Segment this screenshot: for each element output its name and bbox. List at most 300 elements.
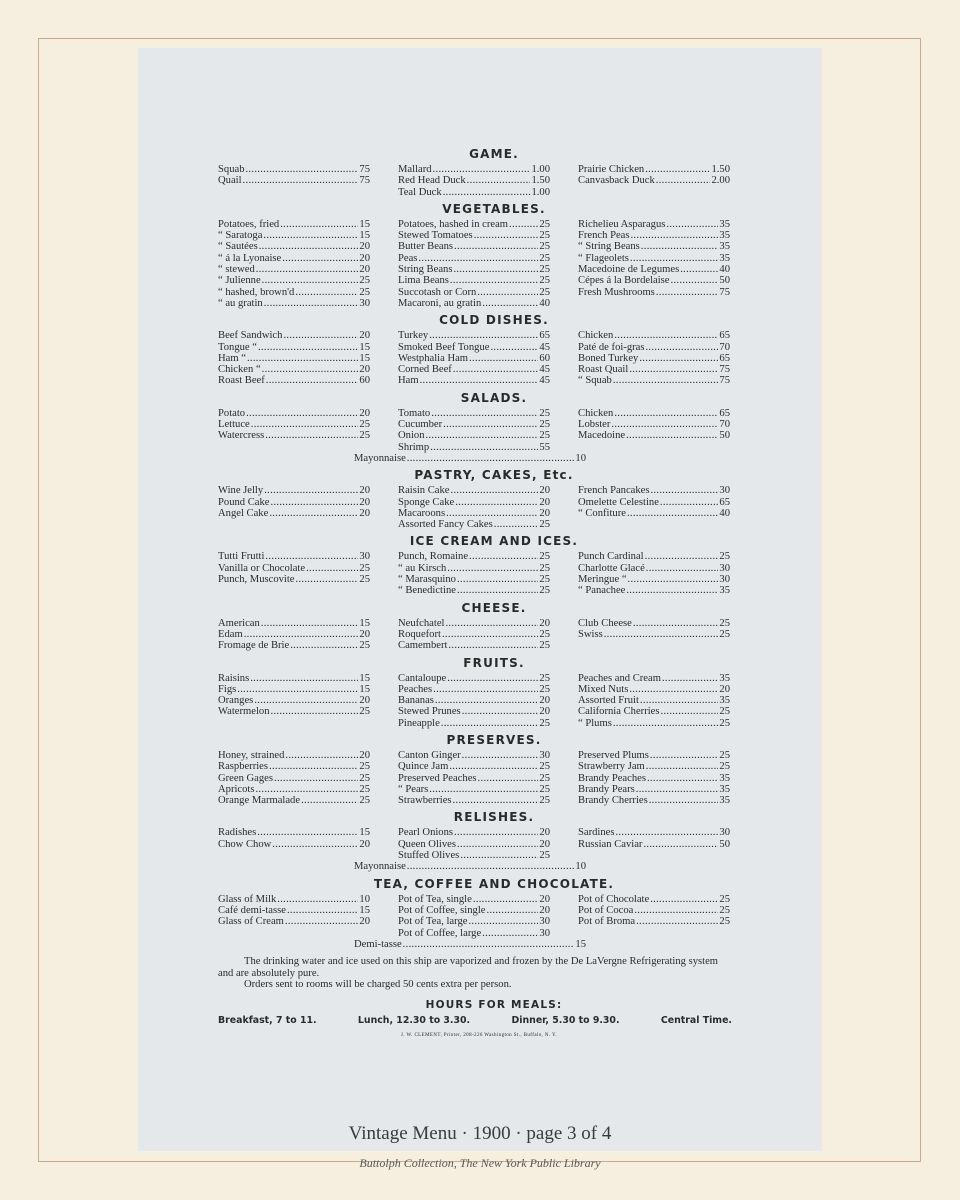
- menu-item: [398, 175, 550, 186]
- menu-item: [218, 563, 370, 574]
- item-name: Brandy Cherries: [578, 795, 648, 807]
- leader-dots: [473, 894, 539, 905]
- menu-column: [398, 551, 550, 596]
- item-name: Beef Sandwich: [218, 330, 283, 342]
- item-name: Assorted Fruit: [578, 695, 639, 707]
- menu-item: [398, 264, 550, 275]
- item-price: 35: [719, 695, 730, 707]
- item-name: “ stewed: [218, 264, 255, 276]
- menu-item: [578, 241, 730, 252]
- menu-item: [398, 430, 550, 441]
- menu-item: [578, 718, 730, 729]
- leader-dots: [662, 673, 718, 684]
- item-name: Cépes á la Bordelaise: [578, 275, 670, 287]
- item-name: Mayonnaise: [354, 452, 406, 464]
- menu-item: [218, 485, 370, 496]
- item-name: “ Pears: [398, 783, 429, 795]
- menu-item: [398, 330, 550, 341]
- section-columns: [218, 408, 730, 453]
- menu-item: [578, 750, 730, 761]
- hours-title: HOURS FOR MEALS:: [425, 998, 563, 1011]
- leader-dots: [647, 773, 718, 784]
- menu-item: [578, 839, 730, 850]
- menu-item: [578, 684, 730, 695]
- menu-item: [218, 253, 370, 264]
- leader-dots: [656, 287, 719, 298]
- leader-dots: [256, 264, 359, 275]
- leader-dots: [306, 563, 358, 574]
- item-name: Punch, Romaine: [398, 551, 469, 563]
- item-price: 25: [539, 252, 550, 264]
- menu-item: [398, 695, 550, 706]
- meal-hours: [218, 1015, 732, 1026]
- item-price: 25: [359, 795, 370, 807]
- menu-column: [218, 551, 370, 596]
- section-heading: RELISHES.: [453, 810, 535, 825]
- leader-dots: [296, 574, 359, 585]
- item-name: Lobster: [578, 419, 611, 431]
- leader-dots: [425, 430, 538, 441]
- section-heading: ICE CREAM AND ICES.: [409, 534, 579, 549]
- leader-dots: [630, 253, 719, 264]
- item-price: 25: [719, 893, 730, 905]
- item-name: Honey, strained: [218, 749, 285, 761]
- menu-item: [398, 850, 550, 861]
- leader-dots: [453, 264, 538, 275]
- item-price: 15: [359, 230, 370, 242]
- leader-dots: [271, 706, 359, 717]
- item-price: 25: [539, 683, 550, 695]
- menu-item: [578, 375, 730, 386]
- menu-item: [398, 673, 550, 684]
- leader-dots: [469, 353, 538, 364]
- item-price: 25: [539, 286, 550, 298]
- item-price: 20: [539, 496, 550, 508]
- menu-item: [218, 219, 370, 230]
- item-price: 35: [719, 783, 730, 795]
- leader-dots: [282, 253, 358, 264]
- menu-item: [398, 485, 550, 496]
- item-price: 25: [539, 761, 550, 773]
- leader-dots: [246, 408, 358, 419]
- item-price: 20: [539, 617, 550, 629]
- menu-item: [398, 905, 550, 916]
- item-name: Swiss: [578, 628, 603, 640]
- item-price: 30: [359, 551, 370, 563]
- item-price: 20: [359, 485, 370, 497]
- item-name: Tutti Frutti: [218, 551, 265, 563]
- item-price: 65: [719, 407, 730, 419]
- item-price: 75: [719, 286, 730, 298]
- menu-item: [398, 353, 550, 364]
- item-name: Sardines: [578, 827, 615, 839]
- section-heading: CHEESE.: [461, 600, 527, 615]
- item-name: Vanilla or Chocolate: [218, 562, 306, 574]
- breakfast-hours: Breakfast, 7 to 11.: [218, 1014, 317, 1026]
- item-name: Mayonnaise: [354, 861, 406, 873]
- menu-body: [218, 143, 730, 1042]
- leader-dots: [430, 442, 538, 453]
- leader-dots: [445, 618, 538, 629]
- item-name: “ hashed, brown'd: [218, 286, 295, 298]
- item-price: 20: [359, 252, 370, 264]
- item-name: Oranges: [218, 695, 254, 707]
- leader-dots: [645, 551, 719, 562]
- item-price: 1.00: [531, 164, 550, 175]
- item-name: Pineapple: [398, 717, 440, 729]
- menu-column: [578, 164, 730, 198]
- item-price: 20: [539, 507, 550, 519]
- menu-item: [218, 827, 370, 838]
- item-name: Peaches: [398, 683, 433, 695]
- item-name: Raisins: [218, 672, 250, 684]
- section-columns: [218, 750, 730, 806]
- menu-item: [218, 430, 370, 441]
- item-price: 25: [359, 783, 370, 795]
- menu-item: [578, 497, 730, 508]
- leader-dots: [630, 230, 718, 241]
- menu-item: [578, 342, 730, 353]
- item-price: 20: [539, 695, 550, 707]
- item-price: 55: [539, 441, 550, 453]
- leader-dots: [429, 784, 538, 795]
- item-name: Green Gages: [218, 772, 274, 784]
- item-price: 30: [719, 562, 730, 574]
- item-name: Tomato: [398, 407, 431, 419]
- leader-dots: [482, 928, 538, 939]
- menu-item: [398, 585, 550, 596]
- menu-item: [218, 761, 370, 772]
- leader-dots: [418, 253, 538, 264]
- leader-dots: [449, 761, 538, 772]
- item-price: 20: [359, 496, 370, 508]
- item-name: Macaroons: [398, 507, 446, 519]
- menu-column: [218, 330, 370, 386]
- menu-item: [218, 230, 370, 241]
- leader-dots: [450, 275, 539, 286]
- menu-item: [578, 585, 730, 596]
- leader-dots: [629, 684, 718, 695]
- menu-column: [218, 219, 370, 309]
- item-price: 15: [359, 341, 370, 353]
- leader-dots: [614, 330, 718, 341]
- leader-dots: [650, 485, 718, 496]
- leader-dots: [263, 230, 358, 241]
- item-price: 25: [539, 430, 550, 442]
- leader-dots: [442, 629, 538, 640]
- menu-item: [578, 364, 730, 375]
- item-price: 25: [539, 783, 550, 795]
- menu-item: [218, 574, 370, 585]
- item-name: Canvasback Duck: [578, 175, 655, 187]
- item-name: Radishes: [218, 827, 257, 839]
- item-price: 15: [359, 352, 370, 364]
- menu-item: [578, 551, 730, 562]
- leader-dots: [269, 508, 358, 519]
- item-name: Raspberries: [218, 761, 269, 773]
- section-heading: COLD DISHES.: [439, 313, 549, 328]
- item-name: Turkey: [398, 330, 429, 342]
- lunch-hours: Lunch, 12.30 to 3.30.: [357, 1014, 471, 1026]
- item-name: “ Marasquino: [398, 574, 456, 586]
- item-name: Boned Turkey: [578, 352, 639, 364]
- leader-dots: [433, 684, 538, 695]
- item-name: Succotash or Corn: [398, 286, 477, 298]
- menu-item: [398, 442, 550, 453]
- item-price: 25: [539, 264, 550, 276]
- item-name: Pound Cake: [218, 496, 270, 508]
- wide-item: [354, 861, 586, 872]
- item-name: Teal Duck: [398, 186, 442, 198]
- item-price: 10: [575, 452, 586, 464]
- menu-column: [398, 827, 550, 861]
- item-name: Macedoine de Legumes: [578, 264, 680, 276]
- item-name: Pot of Coffee, large: [398, 927, 482, 939]
- item-price: 15: [575, 938, 586, 950]
- menu-item: [578, 485, 730, 496]
- item-name: Queen Olives: [398, 838, 456, 850]
- menu-item: [578, 230, 730, 241]
- item-name: “ Saratoga: [218, 230, 263, 242]
- item-price: 25: [539, 275, 550, 287]
- item-name: Wine Jelly: [218, 485, 264, 497]
- item-name: Stewed Tomatoes: [398, 230, 473, 242]
- leader-dots: [656, 175, 711, 186]
- menu-item: [218, 364, 370, 375]
- menu-item: [398, 230, 550, 241]
- item-price: 20: [539, 706, 550, 718]
- item-price: 35: [719, 230, 730, 242]
- item-name: Pot of Broma: [578, 916, 636, 928]
- item-name: Watercress: [218, 430, 265, 442]
- item-price: 15: [359, 904, 370, 916]
- menu-column: [578, 485, 730, 530]
- item-price: 10: [575, 861, 586, 873]
- leader-dots: [494, 519, 539, 530]
- water-note: The drinking water and ice used on this ship are vaporized and frozen by the De LaVergne Refrigerating system and are absolutely pure.: [218, 956, 719, 979]
- item-price: 25: [539, 672, 550, 684]
- item-price: 30: [539, 749, 550, 761]
- menu-sheet: [138, 48, 822, 1151]
- item-price: 50: [719, 275, 730, 287]
- item-name: Squab: [218, 164, 245, 175]
- item-price: 25: [539, 419, 550, 431]
- leader-dots: [403, 939, 575, 950]
- item-name: Strawberries: [398, 795, 452, 807]
- leader-dots: [247, 353, 358, 364]
- item-price: 30: [719, 827, 730, 839]
- leader-dots: [457, 585, 538, 596]
- item-price: 70: [719, 341, 730, 353]
- item-price: 50: [719, 838, 730, 850]
- menu-item: [218, 916, 370, 927]
- menu-column: [578, 673, 730, 729]
- item-price: 15: [359, 827, 370, 839]
- menu-item: [578, 894, 730, 905]
- menu-item: [398, 618, 550, 629]
- leader-dots: [636, 916, 718, 927]
- item-name: Prairie Chicken: [578, 164, 645, 175]
- menu-item: [578, 795, 730, 806]
- leader-dots: [407, 861, 575, 872]
- leader-dots: [646, 563, 719, 574]
- menu-item: [398, 928, 550, 939]
- leader-dots: [643, 839, 718, 850]
- item-price: 65: [719, 496, 730, 508]
- item-name: Canton Ginger: [398, 749, 461, 761]
- leader-dots: [633, 618, 719, 629]
- menu-item: [218, 419, 370, 430]
- item-name: Neufchatel: [398, 617, 445, 629]
- item-name: California Cherries: [578, 706, 660, 718]
- menu-column: [578, 219, 730, 309]
- item-price: 40: [719, 264, 730, 276]
- leader-dots: [640, 695, 718, 706]
- menu-item: [398, 684, 550, 695]
- leader-dots: [272, 839, 358, 850]
- leader-dots: [462, 750, 539, 761]
- leader-dots: [490, 342, 538, 353]
- item-price: 35: [719, 585, 730, 597]
- item-price: 75: [719, 375, 730, 387]
- leader-dots: [636, 784, 719, 795]
- item-price: 40: [539, 297, 550, 309]
- leader-dots: [447, 563, 538, 574]
- menu-item: [398, 795, 550, 806]
- section-columns: [218, 330, 730, 386]
- menu-item: [398, 219, 550, 230]
- item-price: 45: [539, 364, 550, 376]
- item-price: 25: [539, 850, 550, 862]
- section-columns: [218, 618, 730, 652]
- menu-column: [398, 408, 550, 453]
- menu-item: [578, 264, 730, 275]
- menu-item: [218, 750, 370, 761]
- menu-item: [218, 618, 370, 629]
- menu-item: [218, 839, 370, 850]
- item-name: “ au gratin: [218, 297, 263, 309]
- menu-item: [398, 375, 550, 386]
- item-name: Edam: [218, 628, 243, 640]
- menu-item: [578, 275, 730, 286]
- item-price: 65: [719, 352, 730, 364]
- menu-item: [398, 419, 550, 430]
- menu-item: [398, 563, 550, 574]
- item-price: 20: [359, 695, 370, 707]
- item-price: 20: [359, 749, 370, 761]
- menu-column: [578, 750, 730, 806]
- item-price: 2.00: [711, 175, 730, 187]
- item-price: 25: [539, 574, 550, 586]
- item-price: 65: [539, 330, 550, 342]
- item-price: 25: [539, 585, 550, 597]
- menu-item: [218, 497, 370, 508]
- leader-dots: [646, 761, 719, 772]
- item-price: 15: [359, 672, 370, 684]
- item-name: Stuffed Olives: [398, 850, 460, 862]
- leader-dots: [259, 241, 359, 252]
- leader-dots: [650, 750, 718, 761]
- menu-item: [578, 353, 730, 364]
- menu-column: [578, 330, 730, 386]
- item-price: 20: [539, 904, 550, 916]
- item-price: 25: [539, 640, 550, 652]
- item-name: Richelieu Asparagus: [578, 218, 666, 230]
- item-name: Peaches and Cream: [578, 672, 661, 684]
- leader-dots: [301, 795, 358, 806]
- menu-item: [578, 175, 730, 186]
- menu-item: [218, 375, 370, 386]
- item-price: 25: [539, 628, 550, 640]
- menu-item: [398, 894, 550, 905]
- item-price: 25: [539, 562, 550, 574]
- item-price: 25: [359, 419, 370, 431]
- wide-item: [354, 453, 586, 464]
- wide-item: [354, 939, 586, 950]
- item-name: Potatoes, fried: [218, 218, 280, 230]
- menu-item: [578, 574, 730, 585]
- leader-dots: [614, 408, 718, 419]
- item-name: Camembert: [398, 640, 448, 652]
- leader-dots: [467, 175, 531, 186]
- menu-item: [218, 241, 370, 252]
- section-heading: TEA, COFFEE AND CHOCOLATE.: [373, 876, 615, 891]
- leader-dots: [460, 850, 538, 861]
- leader-dots: [261, 618, 359, 629]
- item-name: Cucumber: [398, 419, 443, 431]
- time-zone: Central Time.: [660, 1014, 732, 1026]
- menu-item: [398, 784, 550, 795]
- leader-dots: [680, 264, 718, 275]
- menu-item: [398, 342, 550, 353]
- item-name: Shrimp: [398, 441, 430, 453]
- leader-dots: [468, 916, 538, 927]
- menu-item: [578, 761, 730, 772]
- menu-item: [398, 574, 550, 585]
- item-name: Charlotte Glacé: [578, 562, 645, 574]
- item-price: 20: [359, 264, 370, 276]
- item-price: 25: [719, 749, 730, 761]
- item-price: 25: [539, 551, 550, 563]
- item-name: Mallard: [398, 164, 432, 175]
- leader-dots: [277, 894, 358, 905]
- item-name: Pearl Onions: [398, 827, 454, 839]
- item-price: 45: [539, 375, 550, 387]
- item-name: Punch Cardinal: [578, 551, 644, 563]
- item-name: “ Flageolets: [578, 252, 629, 264]
- menu-column: [398, 330, 550, 386]
- leader-dots: [509, 219, 538, 230]
- item-price: 25: [539, 519, 550, 531]
- item-name: “ au Kirsch: [398, 562, 447, 574]
- leader-dots: [255, 784, 358, 795]
- item-price: 30: [539, 927, 550, 939]
- item-name: Chicken: [578, 407, 614, 419]
- menu-item: [218, 894, 370, 905]
- menu-column: [218, 827, 370, 861]
- leader-dots: [407, 453, 575, 464]
- item-price: 25: [719, 617, 730, 629]
- item-price: 20: [539, 893, 550, 905]
- item-name: Peas: [398, 252, 418, 264]
- item-price: 25: [539, 407, 550, 419]
- item-price: 25: [359, 640, 370, 652]
- leader-dots: [671, 275, 719, 286]
- item-name: Café demi-tasse: [218, 904, 286, 916]
- leader-dots: [613, 718, 719, 729]
- item-name: Glass of Cream: [218, 916, 284, 928]
- item-name: Apricots: [218, 783, 255, 795]
